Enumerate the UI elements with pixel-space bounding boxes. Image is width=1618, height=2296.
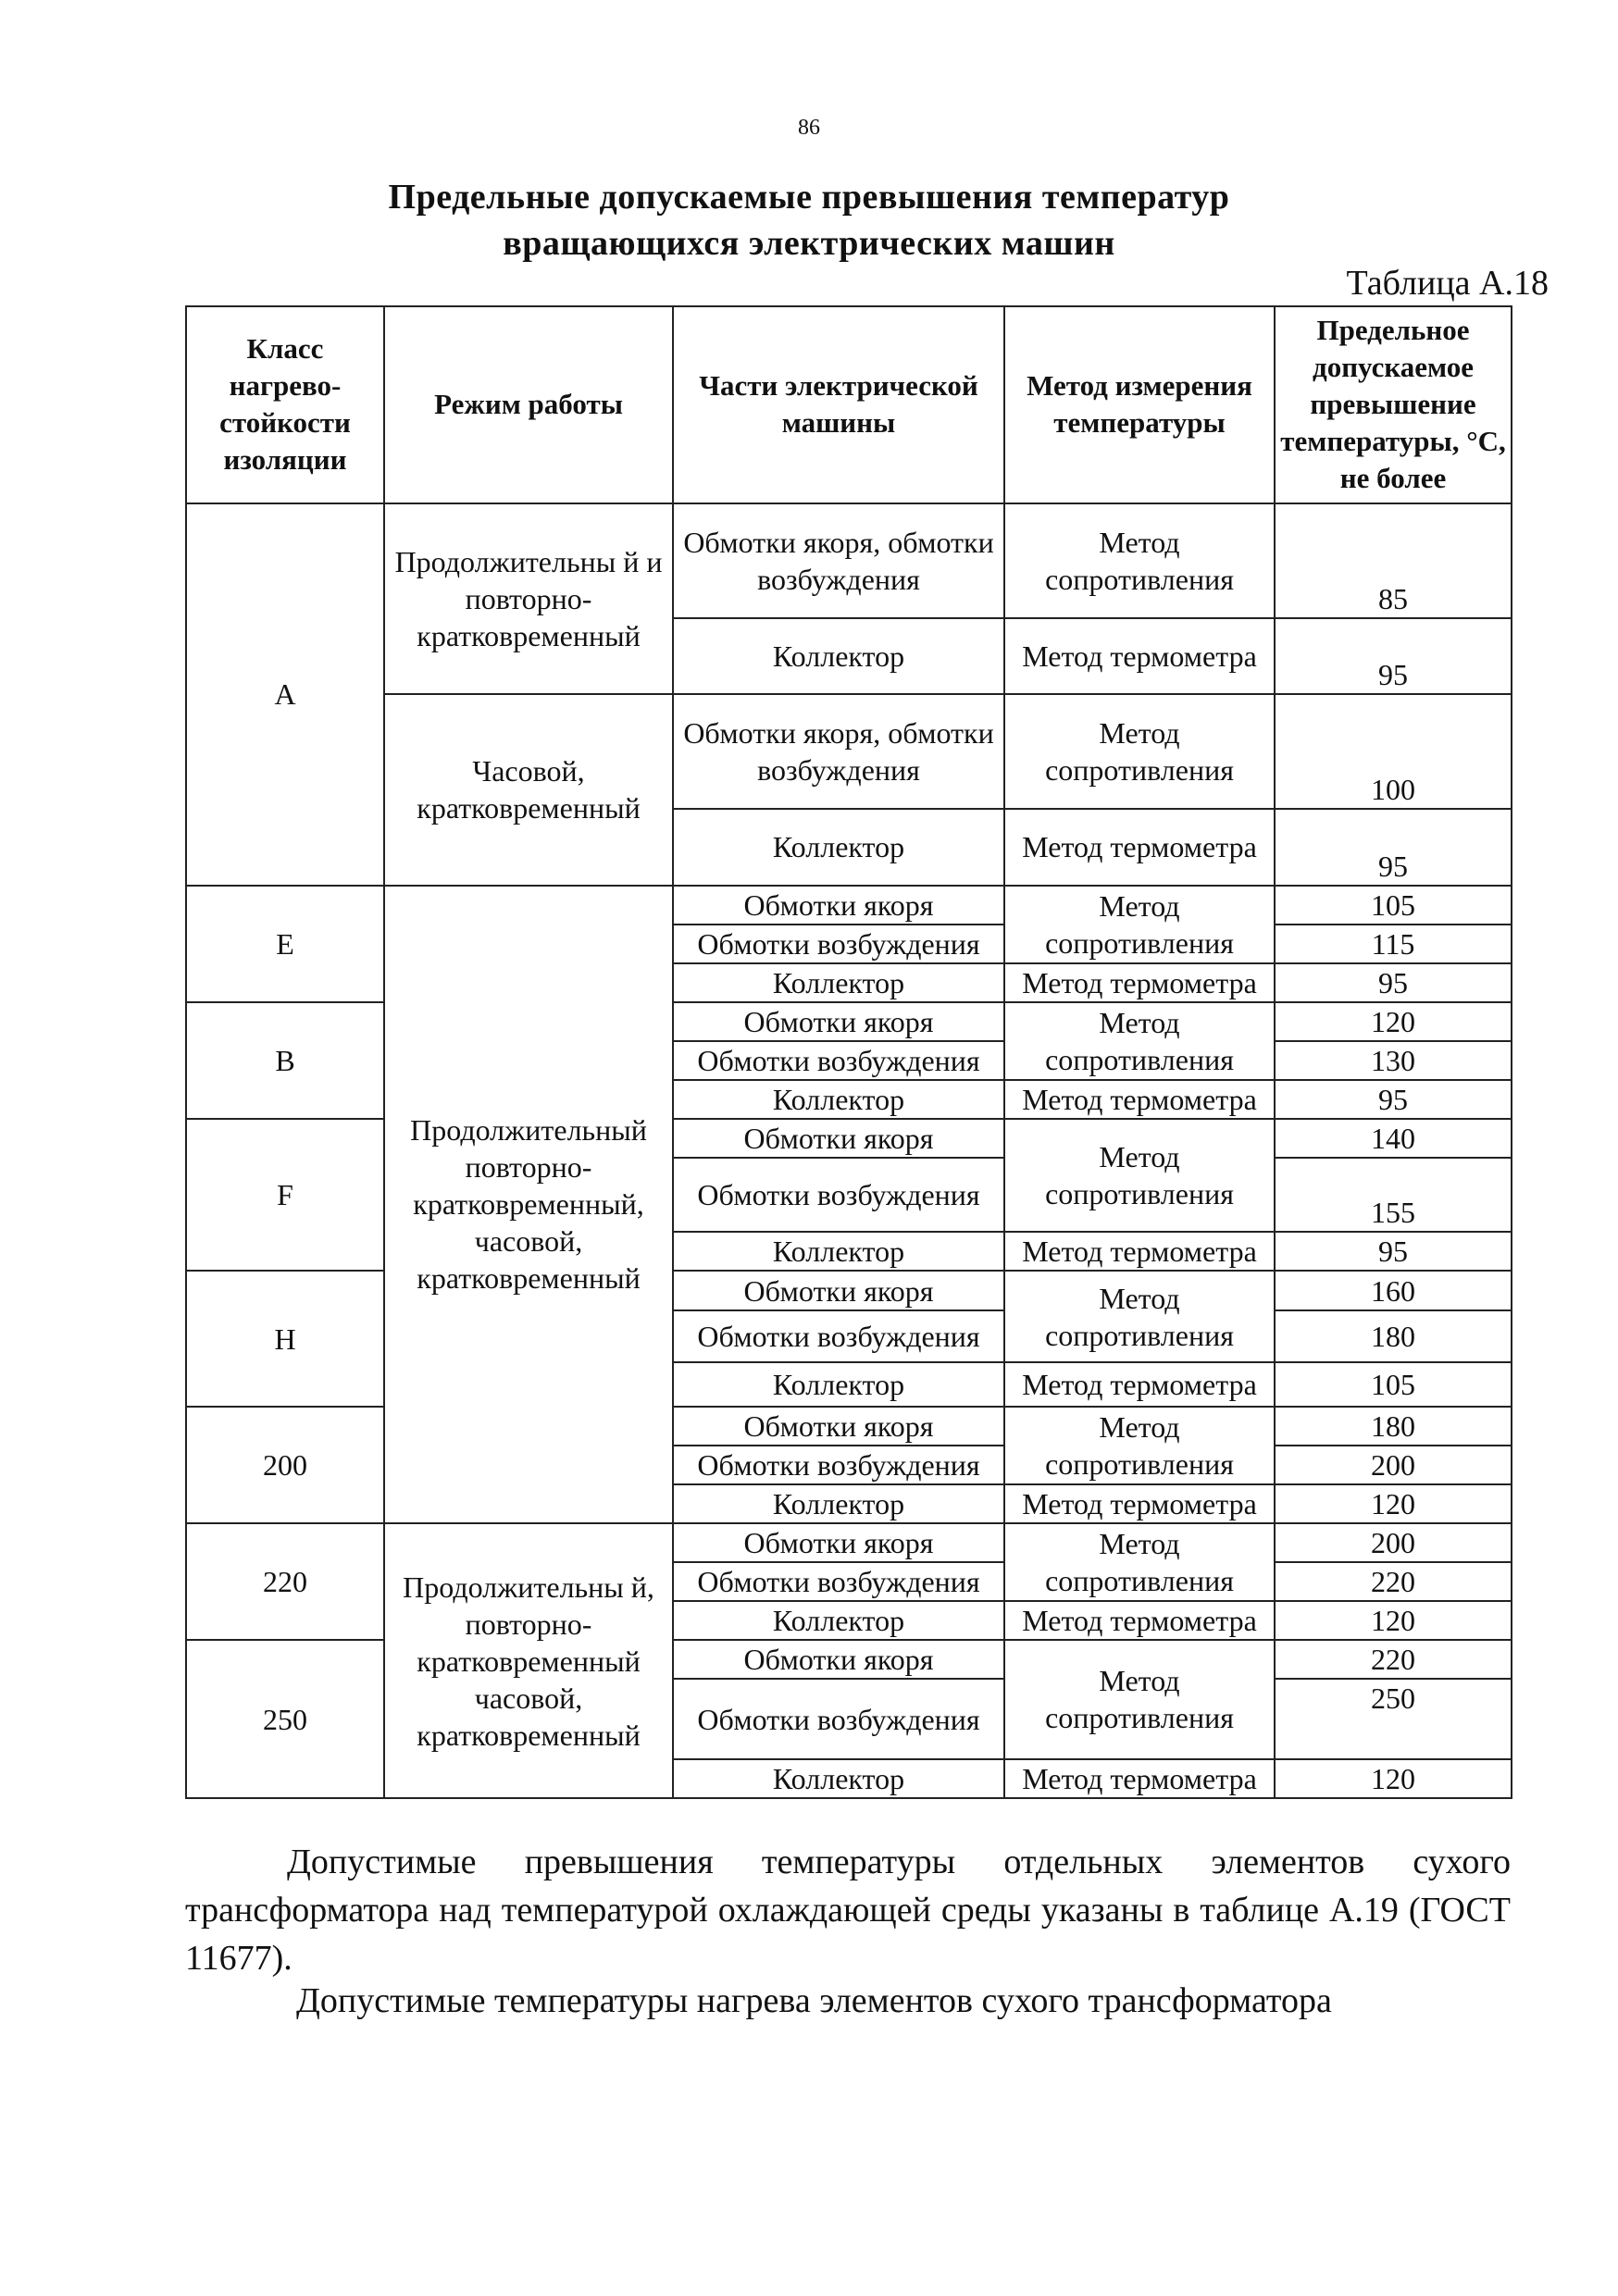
method-cell: Метод термометра <box>1004 1484 1275 1523</box>
part-cell: Обмотки возбуждения <box>673 1158 1004 1232</box>
header-parts: Части электрической машины <box>673 306 1004 503</box>
value-cell: 120 <box>1275 1601 1512 1640</box>
value-cell: 105 <box>1275 886 1512 925</box>
part-cell: Коллектор <box>673 963 1004 1002</box>
value-cell: 105 <box>1275 1362 1512 1407</box>
value-cell: 120 <box>1275 1484 1512 1523</box>
part-cell: Обмотки якоря <box>673 1640 1004 1679</box>
method-cell: Метод термометра <box>1004 1601 1275 1640</box>
mode-cell-a-hourly: Часовой, кратковременный <box>384 694 673 886</box>
part-cell: Обмотки возбуждения <box>673 1446 1004 1484</box>
value-cell: 200 <box>1275 1523 1512 1562</box>
value-cell: 120 <box>1275 1759 1512 1798</box>
part-cell: Обмотки якоря <box>673 1523 1004 1562</box>
part-cell: Коллектор <box>673 809 1004 885</box>
header-limit: Предельное допускаемое превышение температуры, °С, не более <box>1275 306 1512 503</box>
value-cell: 160 <box>1275 1271 1512 1309</box>
method-cell: Метод сопротивления <box>1004 886 1275 963</box>
method-cell: Метод сопротивления <box>1004 1640 1275 1758</box>
mode-cell-a-continuous: Продолжительны й и повторно-кратковременный <box>384 503 673 695</box>
method-cell: Метод сопротивления <box>1004 1407 1275 1484</box>
method-cell: Метод термометра <box>1004 1759 1275 1798</box>
value-cell: 95 <box>1275 618 1512 694</box>
part-cell: Обмотки якоря <box>673 1407 1004 1446</box>
value-cell: 115 <box>1275 925 1512 963</box>
value-cell: 95 <box>1275 963 1512 1002</box>
method-cell: Метод термометра <box>1004 963 1275 1002</box>
part-cell: Обмотки возбуждения <box>673 925 1004 963</box>
value-cell: 85 <box>1275 503 1512 618</box>
mode-cell-efh: Продолжительный повторно-кратковременный, часовой, кратковременный <box>384 886 673 1524</box>
mode-cell-high: Продолжительны й, повторно-кратковременный часовой, кратковременный <box>384 1523 673 1798</box>
class-cell-e: E <box>186 886 384 1002</box>
value-cell: 220 <box>1275 1640 1512 1679</box>
class-cell-b: B <box>186 1002 384 1119</box>
header-class: Класс нагрево-стойкости изоляции <box>186 306 384 503</box>
value-cell: 95 <box>1275 809 1512 885</box>
class-cell-a: A <box>186 503 384 886</box>
method-cell: Метод сопротивления <box>1004 503 1275 618</box>
value-cell: 95 <box>1275 1232 1512 1271</box>
part-cell: Обмотки возбуждения <box>673 1562 1004 1601</box>
value-cell: 120 <box>1275 1002 1512 1041</box>
value-cell: 130 <box>1275 1041 1512 1080</box>
part-cell: Коллектор <box>673 1232 1004 1271</box>
part-cell: Коллектор <box>673 618 1004 694</box>
method-cell: Метод сопротивления <box>1004 694 1275 809</box>
part-cell: Обмотки возбуждения <box>673 1310 1004 1362</box>
part-cell: Коллектор <box>673 1080 1004 1119</box>
page-number: 86 <box>798 116 820 140</box>
method-cell: Метод сопротивления <box>1004 1523 1275 1601</box>
value-cell: 155 <box>1275 1158 1512 1232</box>
class-cell-220: 220 <box>186 1523 384 1640</box>
method-cell: Метод термометра <box>1004 1080 1275 1119</box>
part-cell: Коллектор <box>673 1759 1004 1798</box>
table-row <box>186 886 1512 925</box>
part-cell: Обмотки возбуждения <box>673 1679 1004 1758</box>
title-line-2: вращающихся электрических машин <box>503 224 1115 263</box>
table-header-row <box>186 306 1512 503</box>
value-cell: 100 <box>1275 694 1512 809</box>
part-cell: Коллектор <box>673 1362 1004 1407</box>
part-cell: Обмотки возбуждения <box>673 1041 1004 1080</box>
method-cell: Метод термометра <box>1004 1232 1275 1271</box>
page-title <box>0 174 1618 267</box>
method-cell: Метод сопротивления <box>1004 1119 1275 1232</box>
class-cell-h: H <box>186 1271 384 1406</box>
header-mode: Режим работы <box>384 306 673 503</box>
value-cell: 220 <box>1275 1562 1512 1601</box>
table-caption: Таблица А.18 <box>1346 264 1549 303</box>
part-cell: Обмотки якоря, обмотки возбуждения <box>673 503 1004 618</box>
part-cell: Обмотки якоря <box>673 1119 1004 1158</box>
part-cell: Коллектор <box>673 1484 1004 1523</box>
temperature-rise-table <box>185 305 1512 1799</box>
value-cell: 180 <box>1275 1310 1512 1362</box>
method-cell: Метод термометра <box>1004 618 1275 694</box>
part-cell: Обмотки якоря <box>673 886 1004 925</box>
value-cell: 250 <box>1275 1679 1512 1758</box>
title-line-1: Предельные допускаемые превышения температур <box>388 178 1230 217</box>
method-cell: Метод сопротивления <box>1004 1002 1275 1080</box>
table-row <box>186 503 1512 618</box>
value-cell: 200 <box>1275 1446 1512 1484</box>
method-cell: Метод термометра <box>1004 809 1275 885</box>
value-cell: 180 <box>1275 1407 1512 1446</box>
table-row <box>186 1523 1512 1562</box>
method-cell: Метод термометра <box>1004 1362 1275 1407</box>
part-cell: Обмотки якоря <box>673 1271 1004 1309</box>
value-cell: 140 <box>1275 1119 1512 1158</box>
paragraph-2: Допустимые температуры нагрева элементов сухого трансформатора <box>296 1981 1332 2020</box>
part-cell: Коллектор <box>673 1601 1004 1640</box>
class-cell-200: 200 <box>186 1407 384 1523</box>
value-cell: 95 <box>1275 1080 1512 1119</box>
table-row <box>186 694 1512 809</box>
paragraph-1: Допустимые превышения температуры отдельных элементов сухого трансформатора над температурой охлаждающей среды указаны в таблице А.19 (ГОСТ 11677). <box>185 1843 1511 1978</box>
part-cell: Обмотки якоря, обмотки возбуждения <box>673 694 1004 809</box>
class-cell-250: 250 <box>186 1640 384 1798</box>
header-method: Метод измерения температуры <box>1004 306 1275 503</box>
method-cell: Метод сопротивления <box>1004 1271 1275 1361</box>
part-cell: Обмотки якоря <box>673 1002 1004 1041</box>
class-cell-f: F <box>186 1119 384 1271</box>
